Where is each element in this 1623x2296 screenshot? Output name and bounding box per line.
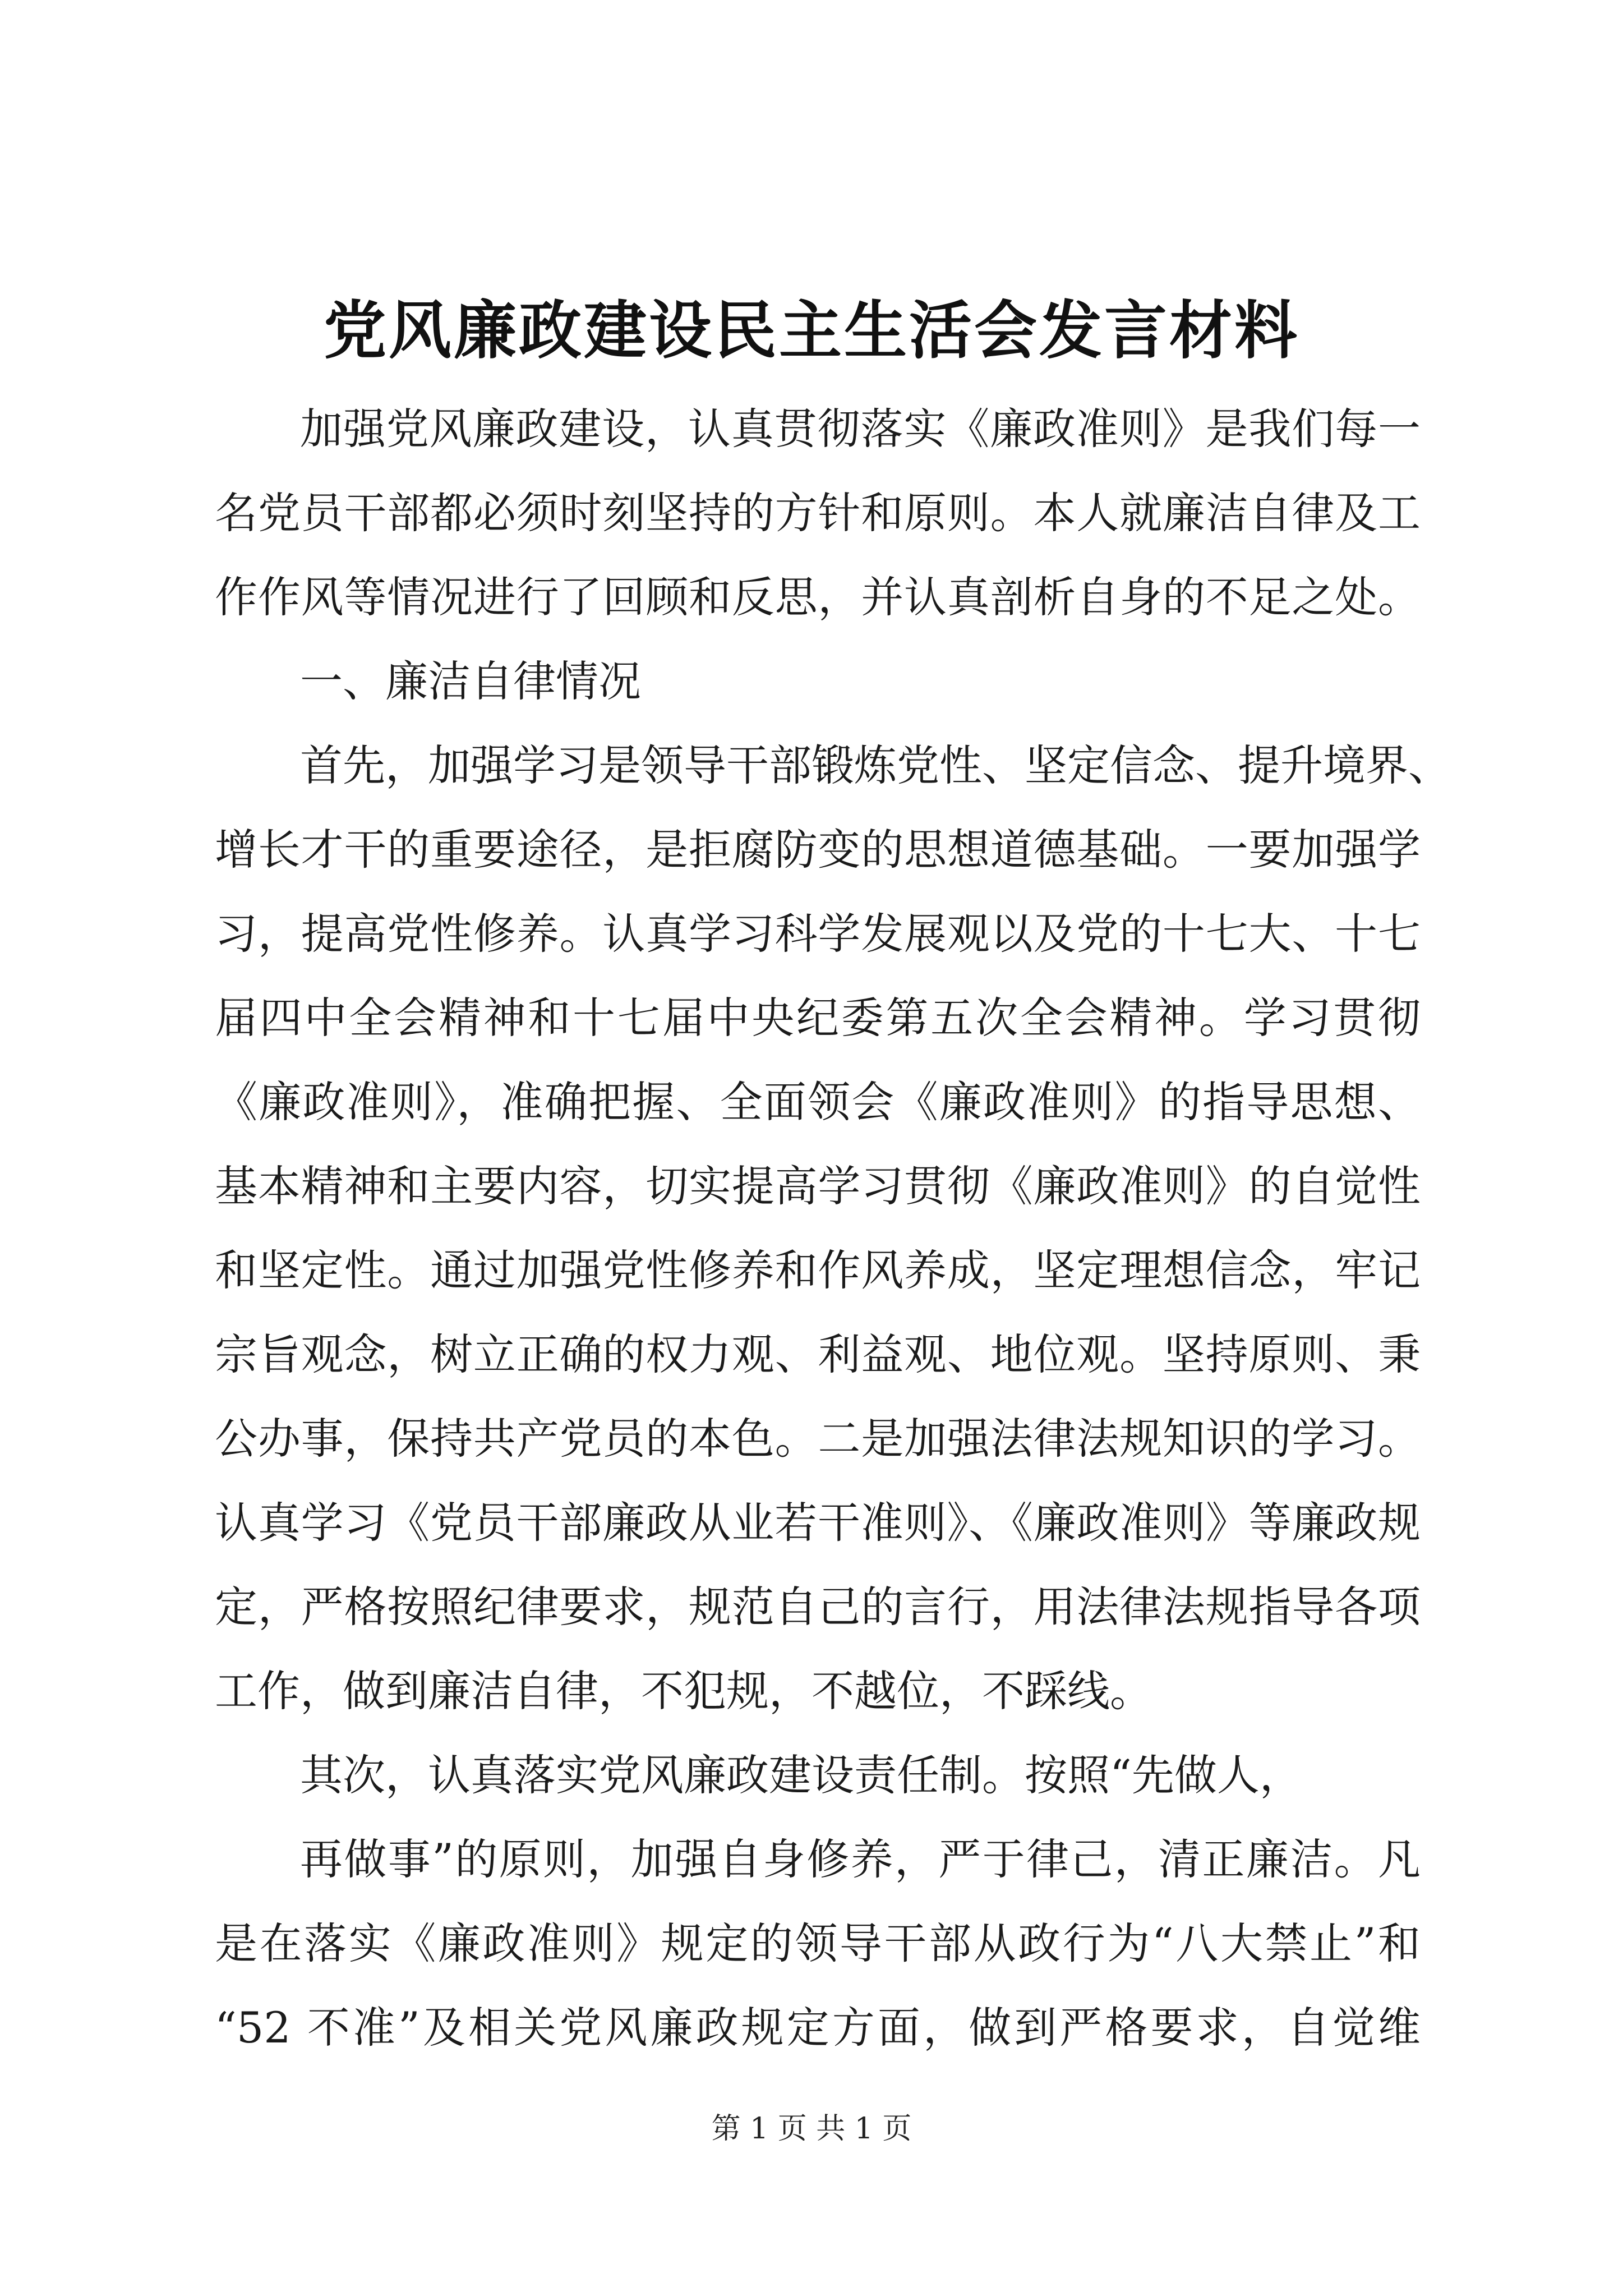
paragraph-line: 《廉政准则》，准确把握、全面领会《廉政准则》的指导思想、 [215,1077,1421,1127]
document-title: 党风廉政建设民主生活会发言材料 [324,294,1299,367]
document-body [215,387,1451,2070]
paragraph-line: 加强党风廉政建设，认真贯彻落实《廉政准则》是我们每一 [300,404,1421,454]
paragraph-line: 增长才干的重要途径，是拒腐防变的思想道德基础。一要加强学 [215,825,1421,875]
paragraph-line: 名党员干部都必须时刻坚持的方针和原则。本人就廉洁自律及工 [215,488,1421,538]
paragraph-line: 公办事，保持共产党员的本色。二是加强法律法规知识的学习。 [215,1414,1421,1464]
paragraph-line: 工作，做到廉洁自律，不犯规，不越位，不踩线。 [215,1666,1152,1716]
paragraph-line: 习，提高党性修养。认真学习科学发展观以及党的十七大、十七 [215,909,1421,959]
paragraph-line: 是在落实《廉政准则》规定的领导干部从政行为“八大禁止”和 [215,1918,1421,1968]
paragraph-line: 首先，加强学习是领导干部锻炼党性、坚定信念、提升境界、 [300,740,1451,790]
paragraph-line: 基本精神和主要内容，切实提高学习贯彻《廉政准则》的自觉性 [215,1161,1421,1211]
page-footer: 第 1 页 共 1 页 [711,2112,912,2146]
paragraph-line: “52 不准”及相关党风廉政规定方面，做到严格要求，自觉维 [215,2003,1421,2053]
paragraph-line: 届四中全会精神和十七届中央纪委第五次全会精神。学习贯彻 [215,993,1421,1043]
paragraph-line: 和坚定性。通过加强党性修养和作风养成，坚定理想信念，牢记 [215,1245,1421,1295]
section-heading: 一、廉洁自律情况 [300,656,641,706]
paragraph-line: 定，严格按照纪律要求，规范自己的言行，用法律法规指导各项 [215,1582,1421,1632]
paragraph-line: 认真学习《党员干部廉政从业若干准则》、《廉政准则》等廉政规 [215,1498,1421,1548]
paragraph-line: 作作风等情况进行了回顾和反思，并认真剖析自身的不足之处。 [215,572,1421,622]
paragraph-line: 宗旨观念，树立正确的权力观、利益观、地位观。坚持原则、秉 [215,1329,1421,1379]
paragraph-line: 再做事”的原则，加强自身修养，严于律己，清正廉洁。凡 [300,1834,1421,1884]
paragraph-line: 其次，认真落实党风廉政建设责任制。按照“先做人， [300,1750,1302,1800]
